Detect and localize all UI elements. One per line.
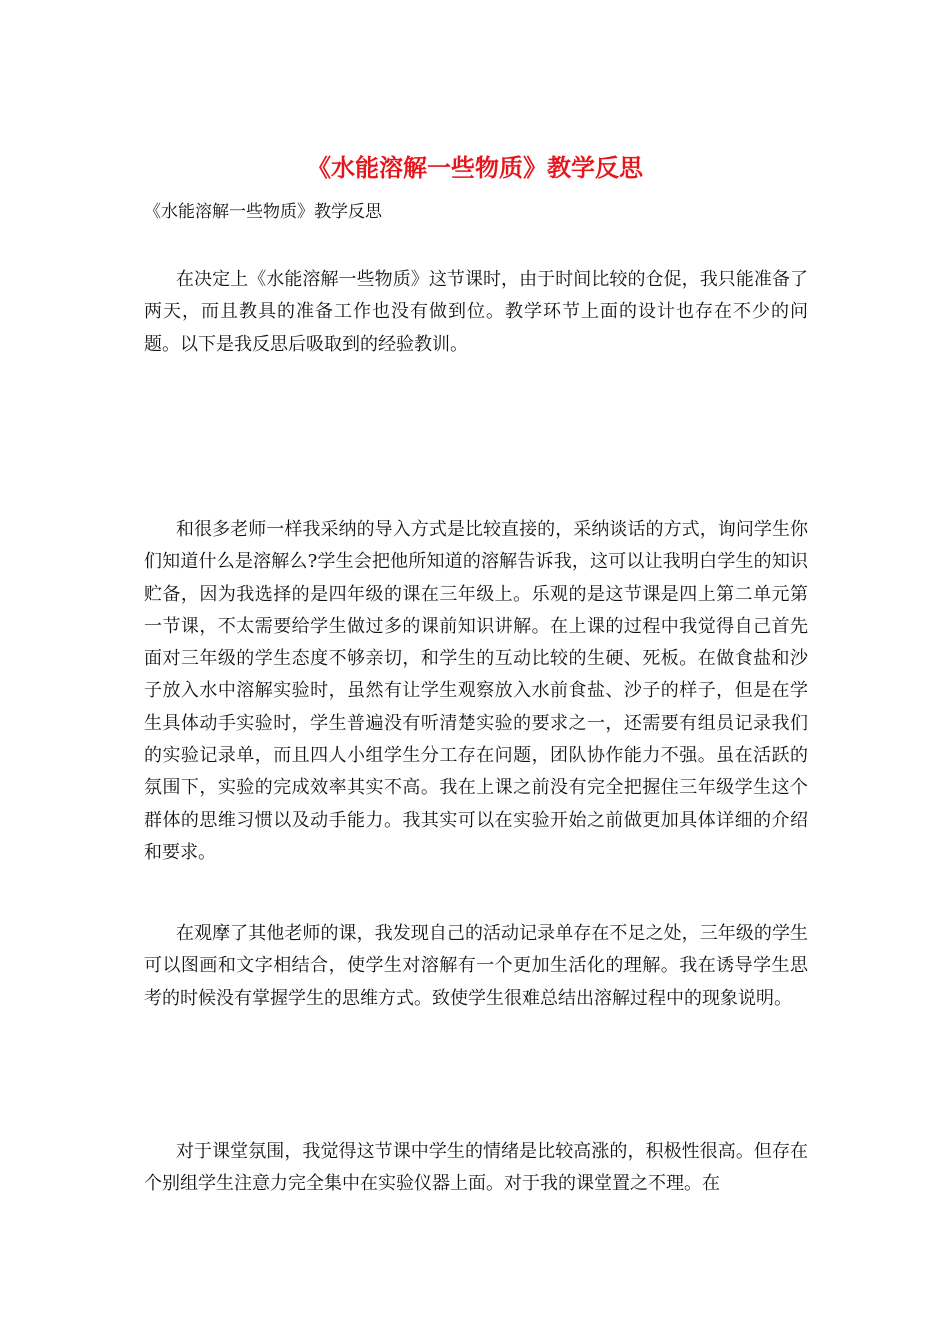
paragraph-introduction-method: 和很多老师一样我采纳的导入方式是比较直接的，采纳谈话的方式，询问学生你们知道什么是溶解么?学生会把他所知道的溶解告诉我，这可以让我明白学生的知识贮备，因为我选择的是四年级的课在三年级上。乐观的是这节课是四上第二单元第一节课，不太需要给学生做过多的课前知识讲解。在上课的过程中我觉得自己首先面对三年级的学生态度不够亲切，和学生的互动比较的生硬、死板。在做食盐和沙子放入水中溶解实验时，虽然有让学生观察放入水前食盐、沙子的样子，但是在学生具体动手实验时，学生普遍没有听清楚实验的要求之一，还需要有组员记录我们的实验记录单，而且四人小组学生分工存在问题，团队协作能力不强。虽在活跃的氛围下，实验的完成效率其实不高。我在上课之前没有完全把握住三年级学生这个群体的思维习惯以及动手能力。我其实可以在实验开始之前做更加具体详细的介绍和要求。 — [144, 519, 808, 863]
paragraph-activity-record: 在观摩了其他老师的课，我发现自己的活动记录单存在不足之处，三年级的学生可以图画和文字相结合，使学生对溶解有一个更加生活化的理解。我在诱导学生思考的时候没有掌握学生的思维方式。致使学生很难总结出溶解过程中的现象说明。 — [144, 923, 808, 1009]
document-title: 《水能溶解一些物质》教学反思 — [307, 153, 643, 182]
document-subtitle: 《水能溶解一些物质》教学反思 — [144, 202, 382, 222]
paragraph-classroom-atmosphere: 对于课堂氛围，我觉得这节课中学生的情绪是比较高涨的，积极性很高。但存在个别组学生注意力完全集中在实验仪器上面。对于我的课堂置之不理。在 — [144, 1141, 808, 1195]
paragraph-preparation: 在决定上《水能溶解一些物质》这节课时，由于时间比较的仓促，我只能准备了两天，而且教具的准备工作也没有做到位。教学环节上面的设计也存在不少的问题。以下是我反思后吸取到的经验教训。 — [144, 269, 808, 355]
